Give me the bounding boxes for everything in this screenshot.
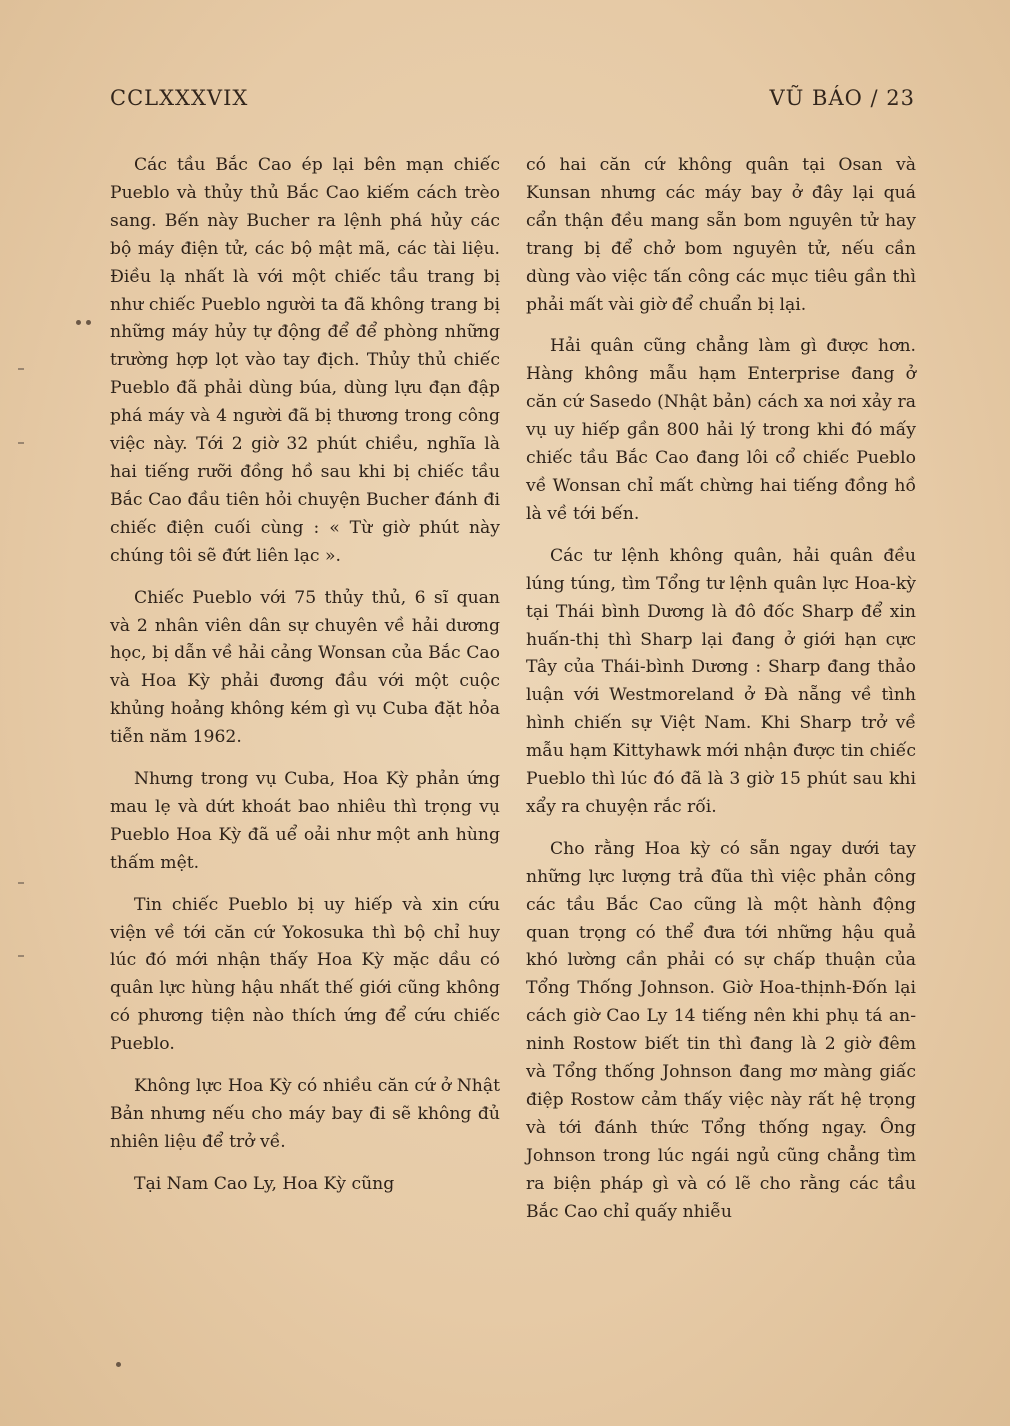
left-column	[110, 152, 500, 1199]
paragraph: Tin chiếc Pueblo bị uy hiếp và xin cứu viện về tới căn cứ Yokosuka thì bộ chỉ huy lúc đó mới nhận thấy Hoa Kỳ mặc dầu có quân lực hùng hậu nhất thế giới cũng không có phương tiện nào thích ứng để cứu chiếc Pueblo.	[110, 894, 500, 1055]
paragraph: Các tầu Bắc Cao ép lại bên mạn chiếc Pueblo và thủy thủ Bắc Cao kiếm cách trèo sang. Bến này Bucher ra lệnh phá hủy các bộ máy điện tử, các bộ mật mã, các tài liệu. Điều lạ nhất là với một chiếc tầu trang bị như chiếc Pueblo người ta đã không trang bị những máy hủy tự động để để phòng những trường hợp lọt vào tay địch. Thủy thủ chiếc Pueblo đã phải dùng búa, dùng lựu đạn đập phá máy và 4 người đã bị thương trong công việc này. Tới 2 giờ 32 phút chiều, nghĩa là hai tiếng rưỡi đồng hồ sau khi bị chiếc tầu Bắc Cao đầu tiên hỏi chuyện Bucher đánh đi chiếc điện cuối cùng : « Từ giờ phút này chúng tôi sẽ đứt liên lạc ».	[110, 155, 500, 566]
paragraph: Tại Nam Cao Ly, Hoa Kỳ cũng	[134, 1173, 395, 1194]
paragraph: Hải quân cũng chẳng làm gì được hơn. Hàng không mẫu hạm Enterprise đang ở căn cứ Sasedo (Nhật bản) cách xa nơi xảy ra vụ uy hiếp gần 800 hải lý trong khi đó mấy chiếc tầu Bắc Cao đang lôi cổ chiếc Pueblo về Wonsan chỉ mất chừng hai tiếng đồng hồ là về tới bến.	[526, 336, 916, 524]
margin-mark	[18, 955, 24, 957]
paragraph: Chiếc Pueblo với 75 thủy thủ, 6 sĩ quan và 2 nhân viên dân sự chuyên về hải dương học, bị dẫn về hải cảng Wonsan của Bắc Cao và Hoa Kỳ phải đương đầu với một cuộc khủng hoảng không kém gì vụ Cuba đặt hỏa tiễn năm 1962.	[110, 587, 500, 748]
ink-speck	[86, 320, 91, 325]
right-column	[526, 152, 916, 1227]
paragraph: Nhưng trong vụ Cuba, Hoa Kỳ phản ứng mau lẹ và dứt khoát bao nhiêu thì trọng vụ Pueblo Hoa Kỳ đã uể oải như một anh hùng thấm mệt.	[110, 769, 500, 873]
margin-mark	[18, 882, 24, 884]
margin-mark	[18, 442, 24, 444]
paragraph: Cho rằng Hoa kỳ có sẵn ngay dưới tay những lực lượng trả đũa thì việc phản công các tầu Bắc Cao cũng là một hành động quan trọng có thể đưa tới những hậu quả khó lường cần phải có sự chấp thuận của Tổng Thống Johnson. Giờ Hoa-thịnh-Đốn lại cách giờ Cao Ly 14 tiếng nên khi phụ tá an-ninh Rostow biết tin thì đang là 2 giờ đêm và Tổng thống Johnson đang mơ màng giấc điệp Rostow cảm thấy việc này rất hệ trọng và tới đánh thức Tổng thống ngay. Ông Johnson trong lúc ngái ngủ cũng chẳng tìm ra biện pháp gì và có lẽ cho rằng các tầu Bắc Cao chỉ quấy nhiễu	[526, 838, 916, 1222]
paragraph: Không lực Hoa Kỳ có nhiều căn cứ ở Nhật Bản nhưng nếu cho máy bay đi sẽ không đủ nhiên liệu để trở về.	[110, 1076, 500, 1152]
author-page-number: VŨ BÁO / 23	[769, 86, 915, 110]
ink-speck	[116, 1362, 121, 1367]
paragraph: Các tư lệnh không quân, hải quân đều lúng túng, tìm Tổng tư lệnh quân lực Hoa-kỳ tại Thái bình Dương là đô đốc Sharp để xin huấn-thị thì Sharp lại đang ở giới hạn cực Tây của Thái-bình Dương : Sharp đang thảo luận với Westmoreland ở Đà nẵng về tình hình chiến sự Việt Nam. Khi Sharp trở về mẫu hạm Kittyhawk mới nhận được tin chiếc Pueblo thì lúc đó đã là 3 giờ 15 phút sau khi xẩy ra chuyện rắc rối.	[526, 545, 916, 817]
ink-speck	[76, 320, 81, 325]
section-number: CCLXXXVIX	[110, 86, 249, 110]
paragraph: có hai căn cứ không quân tại Osan và Kunsan nhưng các máy bay ở đây lại quá cẩn thận đều mang sẵn bom nguyên tử hay trang bị để chở bom nguyên tử, nếu cần dùng vào việc tấn công các mục tiêu gần thì phải mất vài giờ để chuẩn bị lại.	[526, 155, 916, 315]
page-header	[110, 86, 915, 120]
margin-mark	[18, 368, 24, 370]
